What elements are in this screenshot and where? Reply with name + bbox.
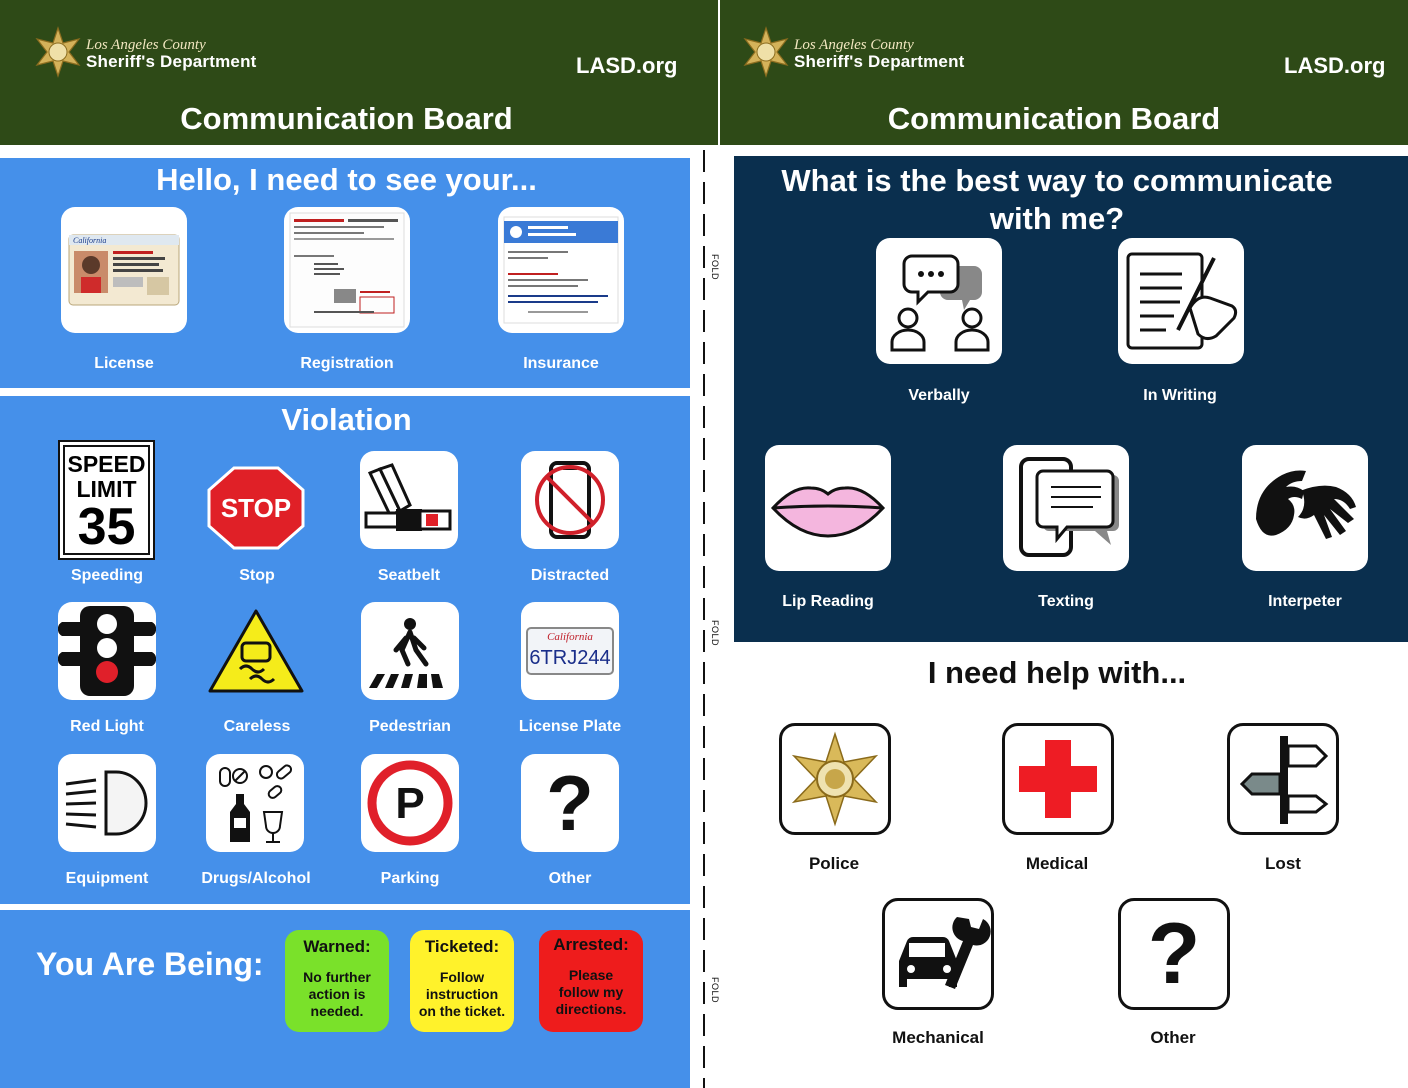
license-icon [61, 207, 187, 333]
red-light-label: Red Light [70, 718, 144, 735]
pedestrian-tile[interactable] [361, 602, 459, 700]
arrested-title: Arrested: [553, 935, 629, 954]
writing-hand-icon [1118, 238, 1244, 364]
insurance-icon [498, 207, 624, 333]
arrested-badge [539, 930, 643, 1032]
svg-text:6TRJ244: 6TRJ244 [529, 647, 611, 669]
medical-label: Medical [1025, 854, 1089, 873]
department-name: Sheriff's Department [86, 52, 257, 71]
mechanical-tile[interactable] [882, 898, 994, 1010]
headlight-icon [58, 754, 156, 852]
lost-label: Lost [1265, 854, 1301, 873]
svg-text:California: California [73, 236, 107, 245]
fold-line [700, 150, 708, 1088]
sheriff-star-logo-icon [32, 26, 84, 78]
pedestrian-label: Pedestrian [369, 718, 451, 735]
ticketed-desc: Follow instruction on the ticket. [418, 969, 506, 1019]
right-header [720, 0, 1408, 145]
car-wrench-icon [885, 901, 991, 1007]
documents-title: Hello, I need to see your... [156, 162, 537, 197]
board-title: Communication Board [887, 101, 1221, 136]
license-tile[interactable] [61, 207, 187, 333]
traffic-light-icon [58, 602, 156, 700]
other-help-label: Other [1150, 1028, 1196, 1047]
communicate-title: What is the best way to communicate with me? [781, 163, 1333, 236]
license-label: License [94, 355, 154, 372]
other-violation-tile[interactable] [521, 754, 619, 852]
question-mark-icon: ? [546, 759, 594, 847]
equipment-tile[interactable] [58, 754, 156, 852]
police-tile[interactable] [779, 723, 891, 835]
distracted-label: Distracted [530, 567, 610, 584]
verbally-tile[interactable] [876, 238, 1002, 364]
fold-label: FOLD [710, 977, 720, 1004]
no-phone-icon [521, 451, 619, 549]
department-name: Sheriff's Department [794, 52, 965, 71]
police-label: Police [808, 854, 860, 873]
lip-reading-label: Lip Reading [782, 593, 874, 610]
pedestrian-crossing-icon [361, 602, 459, 700]
interpreter-tile[interactable] [1242, 445, 1368, 571]
license-plate-label: License Plate [518, 718, 622, 735]
county-name: Los Angeles County [86, 37, 206, 53]
insurance-label: Insurance [523, 355, 599, 372]
texting-label: Texting [1038, 593, 1094, 610]
sign-language-icon [1242, 445, 1368, 571]
warned-desc: No further action is needed. [303, 969, 371, 1019]
registration-label: Registration [300, 355, 394, 372]
status-title: You Are Being: [36, 946, 264, 982]
svg-text:STOP: STOP [220, 493, 292, 523]
phone-chat-icon [1003, 445, 1129, 571]
texting-tile[interactable] [1003, 445, 1129, 571]
registration-tile[interactable] [284, 207, 410, 333]
fold-label: FOLD [710, 620, 720, 647]
careless-label: Careless [223, 718, 291, 735]
drugs-alcohol-icon [206, 754, 304, 852]
stop-label: Stop [239, 567, 275, 584]
county-name: Los Angeles County [794, 37, 914, 53]
conversation-icon [876, 238, 1002, 364]
license-plate-tile[interactable] [521, 602, 619, 700]
distracted-tile[interactable] [521, 451, 619, 549]
speeding-label: Speeding [70, 567, 143, 584]
equipment-label: Equipment [65, 870, 149, 887]
speed-limit-tile[interactable] [58, 440, 155, 560]
seatbelt-label: Seatbelt [377, 567, 441, 584]
signpost-icon [1230, 726, 1336, 832]
fold-label: FOLD [710, 254, 720, 281]
drugs-alcohol-label: Drugs/Alcohol [201, 870, 311, 887]
registration-icon [284, 207, 410, 333]
arrested-desc: Please follow my directions. [555, 967, 627, 1017]
red-light-tile[interactable] [58, 602, 156, 700]
verbally-label: Verbally [908, 387, 970, 404]
violation-title: Violation [281, 402, 412, 437]
speed-limit-sign-icon: SPEED LIMIT 35 [63, 445, 150, 555]
stop-sign-icon[interactable] [207, 466, 305, 550]
lost-tile[interactable] [1227, 723, 1339, 835]
slippery-car-icon[interactable] [206, 607, 306, 695]
medical-tile[interactable] [1002, 723, 1114, 835]
drugs-alcohol-tile[interactable] [206, 754, 304, 852]
website-link[interactable]: LASD.org [1284, 53, 1386, 78]
question-mark-icon: ? [1147, 906, 1201, 1002]
warned-badge [285, 930, 389, 1032]
parking-tile[interactable] [361, 754, 459, 852]
lip-reading-tile[interactable] [765, 445, 891, 571]
website-link[interactable]: LASD.org [576, 53, 678, 78]
other-help-tile[interactable] [1118, 898, 1230, 1010]
ticketed-badge [410, 930, 514, 1032]
lips-icon [765, 445, 891, 571]
interpreter-label: Interpeter [1268, 593, 1342, 610]
left-header [0, 0, 718, 145]
svg-text:P: P [395, 779, 425, 828]
in-writing-tile[interactable] [1118, 238, 1244, 364]
seatbelt-tile[interactable] [360, 451, 458, 549]
sheriff-star-logo-icon [740, 26, 792, 78]
warned-title: Warned: [303, 937, 371, 956]
mechanical-label: Mechanical [892, 1028, 984, 1047]
insurance-tile[interactable] [498, 207, 624, 333]
seatbelt-icon [360, 451, 458, 549]
svg-text:California: California [547, 631, 593, 643]
sheriff-badge-icon [782, 726, 888, 832]
in-writing-label: In Writing [1143, 387, 1217, 404]
red-cross-icon [1005, 726, 1111, 832]
parking-label: Parking [380, 870, 440, 887]
help-title: I need help with... [927, 655, 1187, 690]
license-plate-icon [521, 602, 619, 700]
board-title: Communication Board [180, 101, 513, 136]
no-parking-icon [361, 754, 459, 852]
ticketed-title: Ticketed: [424, 937, 500, 956]
other-violation-label: Other [548, 870, 592, 887]
